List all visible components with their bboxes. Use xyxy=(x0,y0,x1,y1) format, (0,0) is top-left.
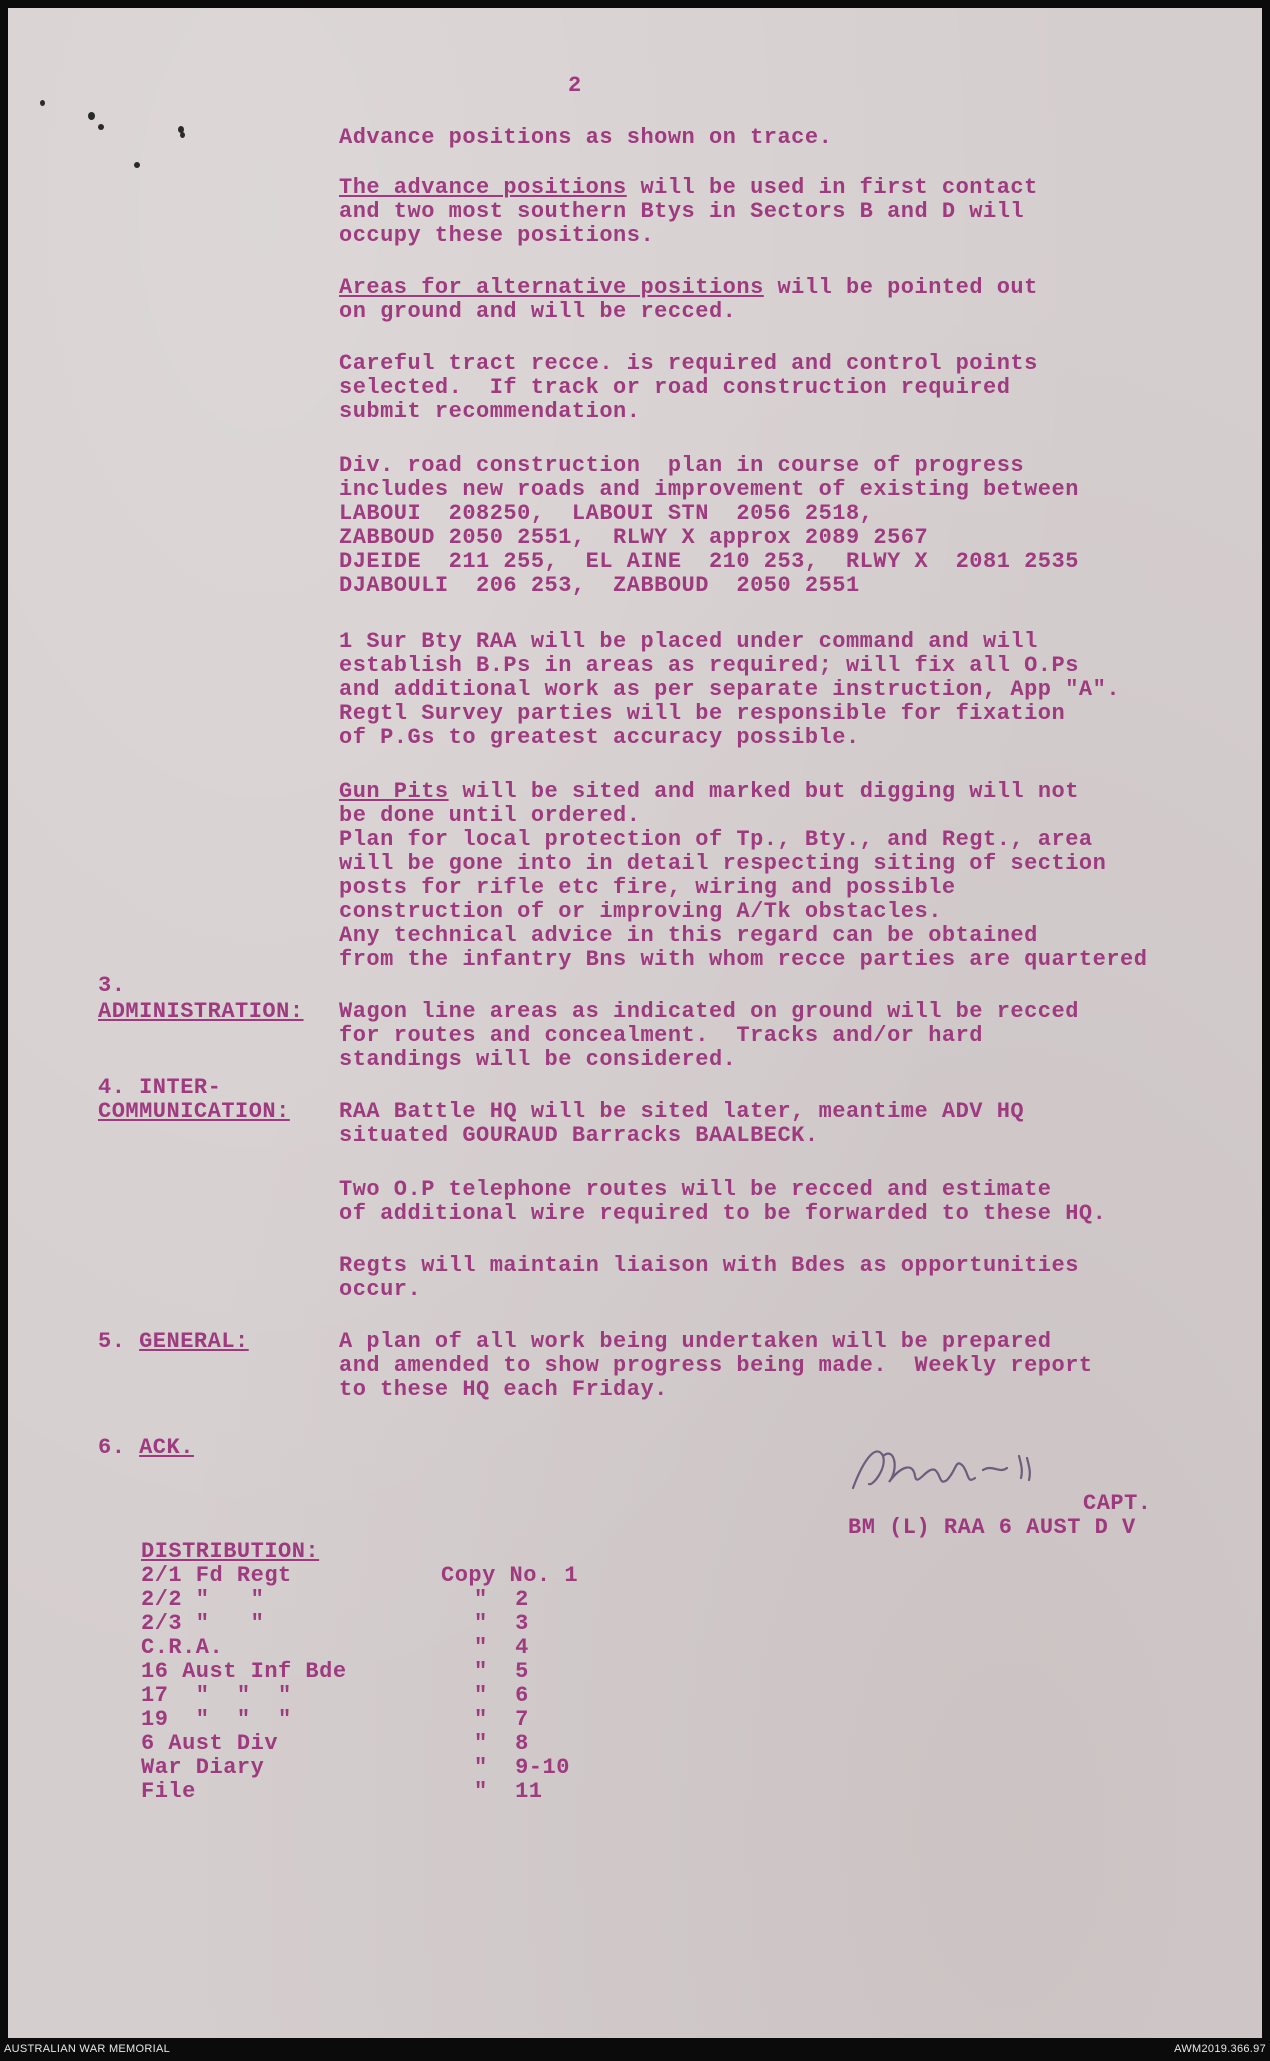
para-gunpits-line: be done until ordered. xyxy=(339,803,641,828)
section4-heading-line2: COMMUNICATION: xyxy=(98,1099,290,1124)
section5-line: to these HQ each Friday. xyxy=(339,1377,668,1402)
section4-p1-line: RAA Battle HQ will be sited later, meantime ADV HQ xyxy=(339,1099,1025,1124)
para-tract-line: Careful tract recce. is required and control points xyxy=(339,351,1038,376)
distribution-row-copy: " 6 xyxy=(474,1683,529,1708)
section5-heading: 5. GENERAL: xyxy=(98,1329,249,1354)
binder-hole xyxy=(98,124,104,130)
footer-left-credit: AUSTRALIAN WAR MEMORIAL xyxy=(4,2043,171,2055)
para-road-line: includes new roads and improvement of existing between xyxy=(339,477,1079,502)
para-road-line: LABOUI 208250, LABOUI STN 2056 2518, xyxy=(339,501,874,526)
underlined-heading: Gun Pits xyxy=(339,779,449,804)
para-gunpits-line: will be gone into in detail respecting siting of section xyxy=(339,851,1107,876)
underlined-heading: Areas for alternative positions xyxy=(339,275,764,300)
distribution-row-name: War Diary xyxy=(141,1755,265,1780)
distribution-row-copy: " 8 xyxy=(474,1731,529,1756)
distribution-row-name: 16 Aust Inf Bde xyxy=(141,1659,347,1684)
section3-heading: ADMINISTRATION: xyxy=(98,999,304,1024)
para-gunpits-line1: Gun Pits will be sited and marked but digging will not xyxy=(339,779,1079,804)
para-survey-line: Regtl Survey parties will be responsible for fixation xyxy=(339,701,1066,726)
distribution-row-name: 2/2 " " xyxy=(141,1587,265,1612)
footer-right-id: AWM2019.366.97 xyxy=(1174,2043,1266,2055)
signature-title: BM (L) RAA 6 AUST D V xyxy=(848,1515,1136,1540)
para-road-line: DJEIDE 211 255, EL AINE 210 253, RLWY X 2081 2535 xyxy=(339,549,1079,574)
distribution-row-copy: " 7 xyxy=(474,1707,529,1732)
section3-line: for routes and concealment. Tracks and/or hard xyxy=(339,1023,984,1048)
binder-hole xyxy=(88,112,95,120)
para-gunpits-line: from the infantry Bns with whom recce parties are quartered xyxy=(339,947,1148,972)
distribution-row-copy: " 2 xyxy=(474,1587,529,1612)
binder-hole xyxy=(180,132,185,138)
para-first-contact-line1: The advance positions will be used in first contact xyxy=(339,175,1038,200)
section6-heading: 6. ACK. xyxy=(98,1435,194,1460)
distribution-row-name: 2/1 Fd Regt xyxy=(141,1563,292,1588)
distribution-heading: DISTRIBUTION: xyxy=(141,1539,320,1564)
section4-p1-line: situated GOURAUD Barracks BAALBECK. xyxy=(339,1123,819,1148)
handwritten-signature xyxy=(843,1426,1083,1506)
distribution-row-name: C.R.A. xyxy=(141,1635,224,1660)
signature-rank: CAPT. xyxy=(1083,1491,1152,1516)
distribution-row-name: 2/3 " " xyxy=(141,1611,265,1636)
para-road-line: Div. road construction plan in course of progress xyxy=(339,453,1025,478)
distribution-row-copy: " 11 xyxy=(474,1779,543,1804)
para-tract-line: submit recommendation. xyxy=(339,399,641,424)
binder-hole xyxy=(134,162,140,168)
section4-p3-line: Regts will maintain liaison with Bdes as opportunities xyxy=(339,1253,1079,1278)
para-first-contact-line2: and two most southern Btys in Sectors B and D will xyxy=(339,199,1025,224)
distribution-row-name: 6 Aust Div xyxy=(141,1731,279,1756)
para-alt-line2: on ground and will be recced. xyxy=(339,299,737,324)
section5-line: A plan of all work being undertaken will be prepared xyxy=(339,1329,1052,1354)
distribution-row-copy: Copy No. 1 xyxy=(441,1563,579,1588)
para-gunpits-line: construction of or improving A/Tk obstacles. xyxy=(339,899,942,924)
section4-p3-line: occur. xyxy=(339,1277,422,1302)
section3-line: Wagon line areas as indicated on ground will be recced xyxy=(339,999,1079,1024)
document-page xyxy=(8,8,1262,2038)
page-number: 2 xyxy=(568,73,582,98)
para-survey-line: of P.Gs to greatest accuracy possible. xyxy=(339,725,860,750)
distribution-row-name: File xyxy=(141,1779,196,1804)
para-tract-line: selected. If track or road construction required xyxy=(339,375,1011,400)
distribution-row-name: 17 " " " xyxy=(141,1683,292,1708)
para-road-line: DJABOULI 206 253, ZABBOUD 2050 2551 xyxy=(339,573,860,598)
distribution-row-copy: " 5 xyxy=(474,1659,529,1684)
para-road-line: ZABBOUD 2050 2551, RLWY X approx 2089 2567 xyxy=(339,525,929,550)
section3-number: 3. xyxy=(98,973,126,998)
para-advance: Advance positions as shown on trace. xyxy=(339,125,833,150)
para-gunpits-line: Plan for local protection of Tp., Bty., and Regt., area xyxy=(339,827,1093,852)
section3-line: standings will be considered. xyxy=(339,1047,737,1072)
section4-p2-line: of additional wire required to be forwarded to these HQ. xyxy=(339,1201,1107,1226)
distribution-row-name: 19 " " " xyxy=(141,1707,292,1732)
distribution-row-copy: " 3 xyxy=(474,1611,529,1636)
para-first-contact-line3: occupy these positions. xyxy=(339,223,655,248)
section5-line: and amended to show progress being made. Weekly report xyxy=(339,1353,1093,1378)
section4-p2-line: Two O.P telephone routes will be recced and estimate xyxy=(339,1177,1052,1202)
para-alt-line1: Areas for alternative positions will be pointed out xyxy=(339,275,1038,300)
para-survey-line: establish B.Ps in areas as required; will fix all O.Ps xyxy=(339,653,1079,678)
para-survey-line: and additional work as per separate instruction, App "A". xyxy=(339,677,1121,702)
distribution-row-copy: " 9-10 xyxy=(474,1755,570,1780)
para-gunpits-line: Any technical advice in this regard can be obtained xyxy=(339,923,1038,948)
distribution-row-copy: " 4 xyxy=(474,1635,529,1660)
section4-heading-line1: 4. INTER- xyxy=(98,1075,222,1100)
underlined-heading: The advance positions xyxy=(339,175,627,200)
para-survey-line: 1 Sur Bty RAA will be placed under command and will xyxy=(339,629,1038,654)
para-gunpits-line: posts for rifle etc fire, wiring and possible xyxy=(339,875,956,900)
binder-hole xyxy=(40,100,45,106)
